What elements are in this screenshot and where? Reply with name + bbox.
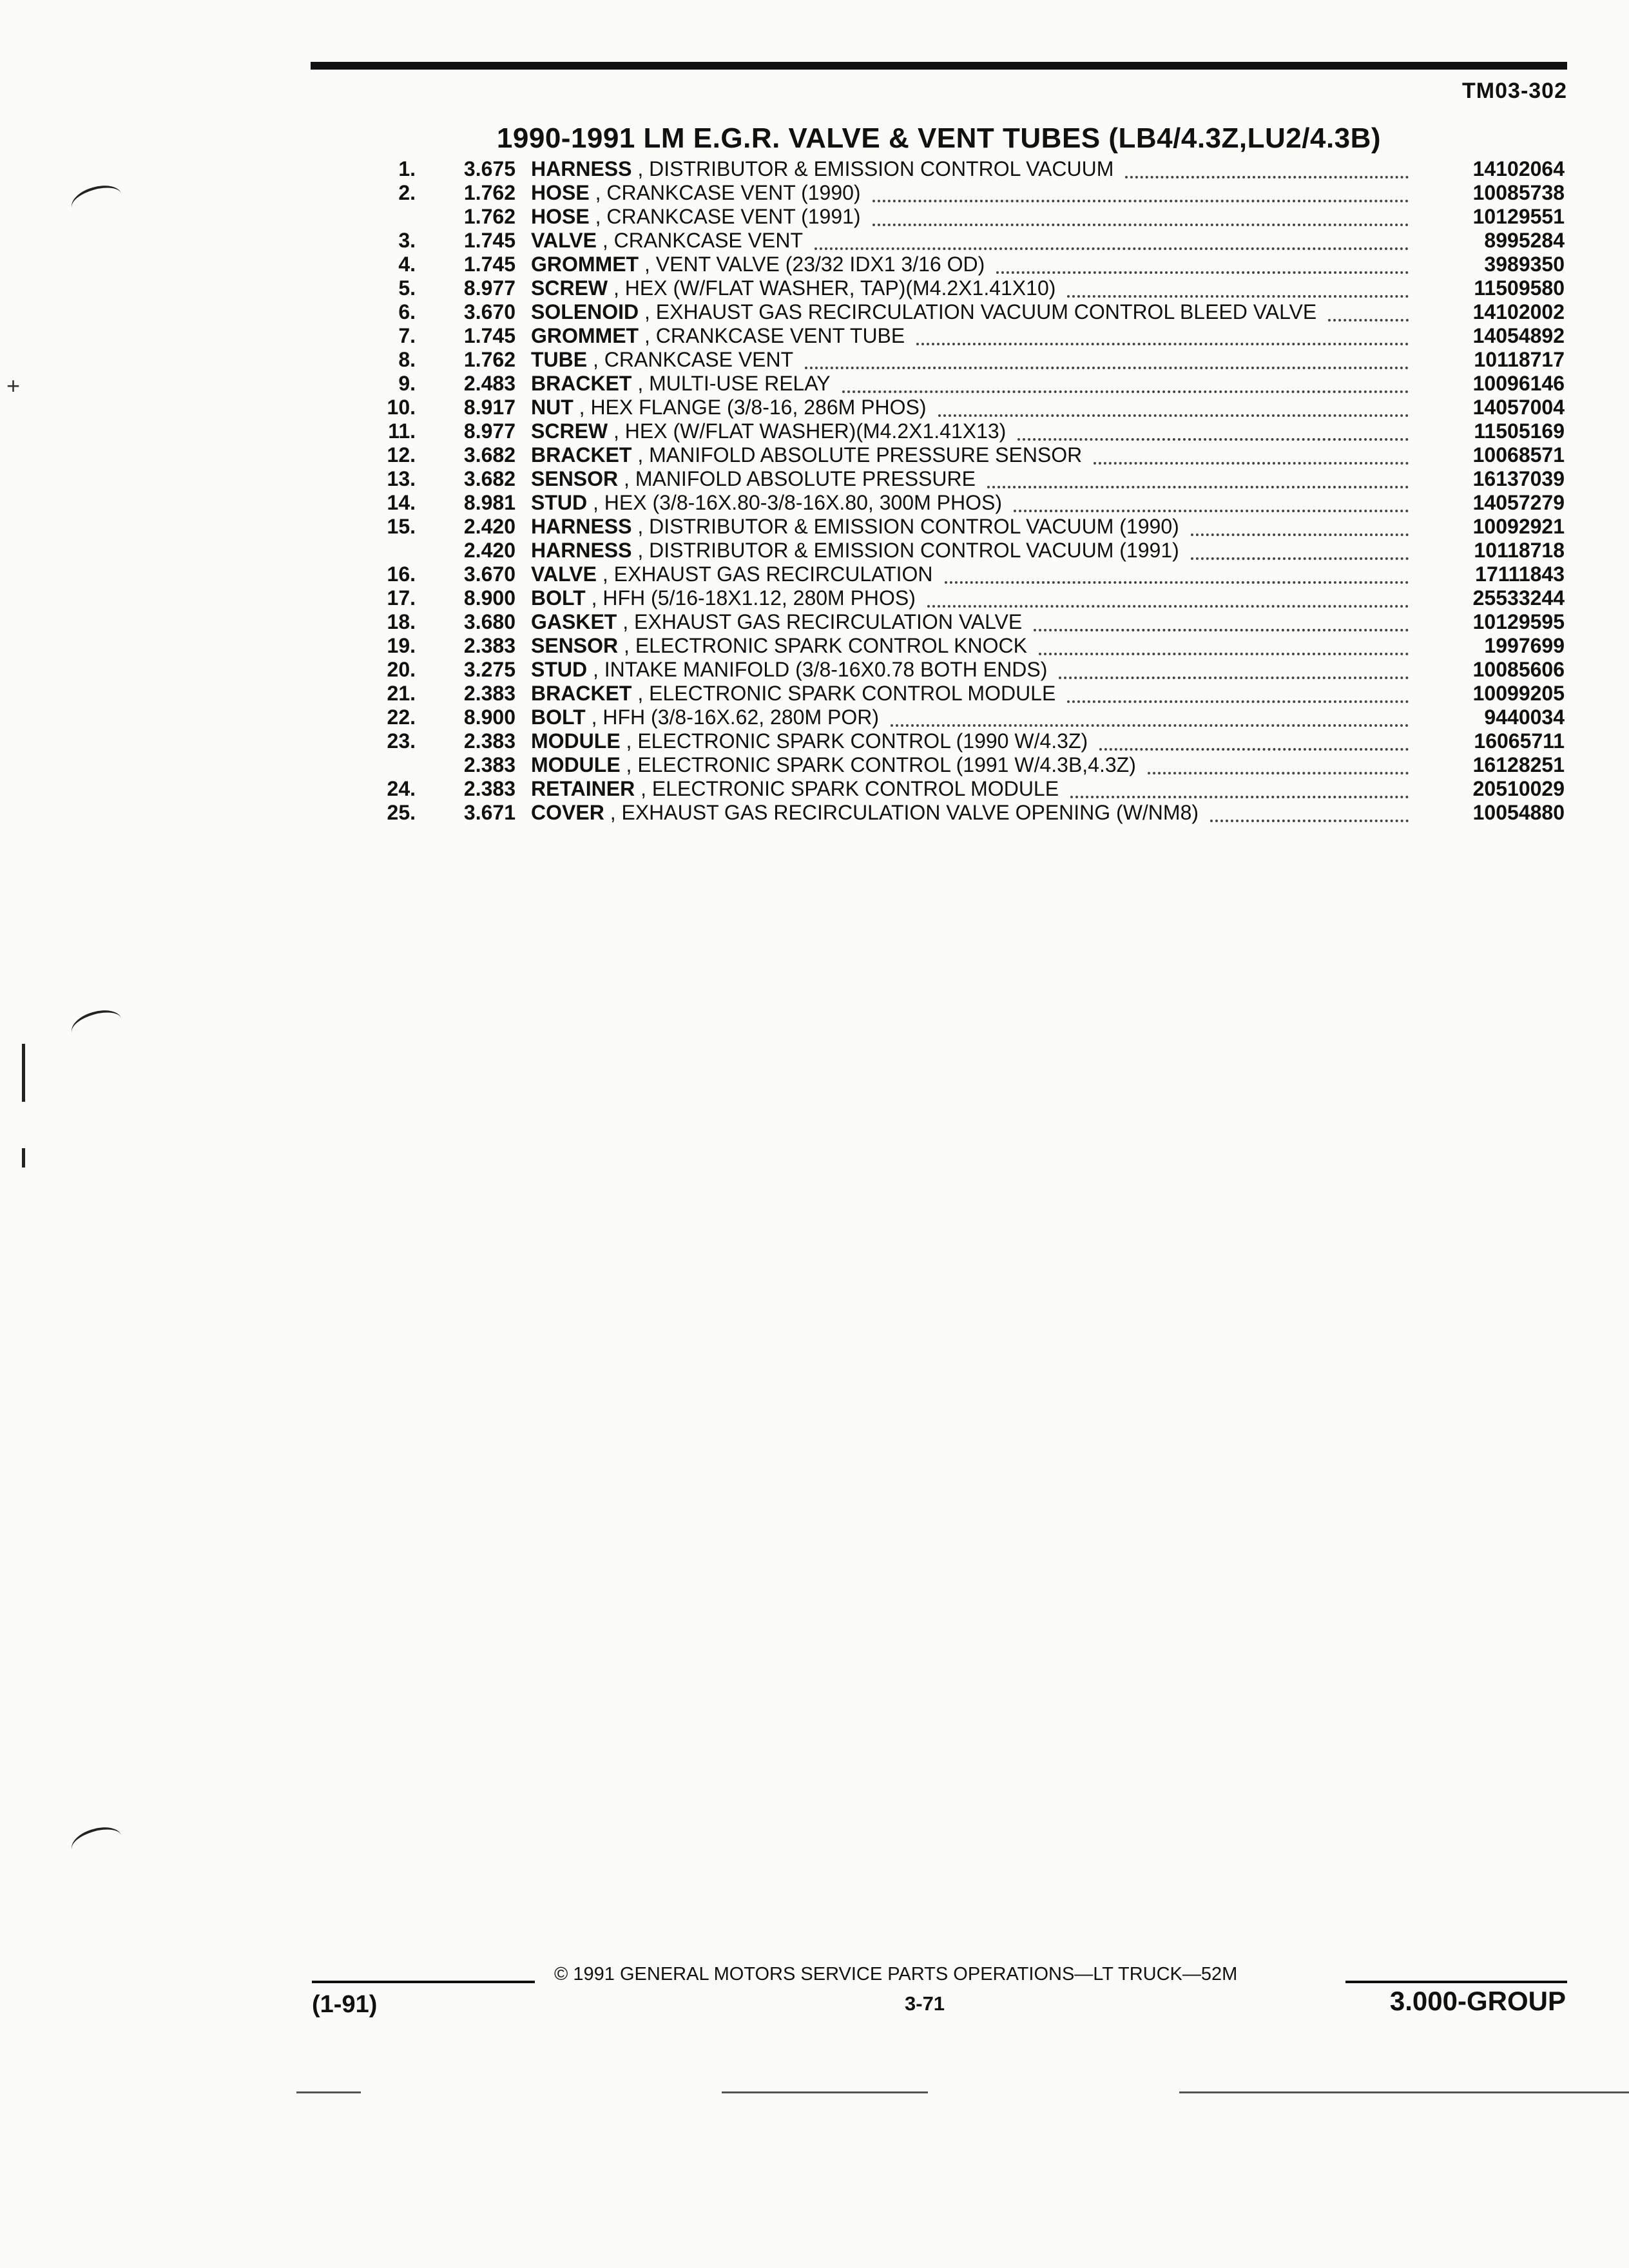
- parts-row: [361, 777, 1565, 801]
- part-detail: CRANKCASE VENT: [613, 229, 803, 252]
- part-description: HARNESS , DISTRIBUTOR & EMISSION CONTROL VACUUM (1990): [531, 515, 1418, 539]
- part-number: 10085738: [1472, 181, 1565, 204]
- margin-mark: [68, 1005, 125, 1046]
- dot-leader: [891, 720, 1409, 727]
- part-number: 10096146: [1472, 372, 1565, 395]
- part-name: SENSOR: [531, 634, 619, 657]
- parts-row: [361, 682, 1565, 706]
- item-number: 25.: [387, 801, 416, 824]
- part-description: SCREW , HEX (W/FLAT WASHER, TAP)(M4.2X1.41X10): [531, 276, 1418, 300]
- dot-leader: [842, 387, 1409, 393]
- item-number: 16.: [387, 562, 416, 586]
- dot-leader: [1148, 768, 1409, 774]
- part-number: 10054880: [1472, 801, 1565, 824]
- group-number: 2.383: [463, 729, 516, 753]
- part-detail: VENT VALVE (23/32 IDX1 3/16 OD): [655, 253, 985, 276]
- item-number: 1.: [398, 157, 416, 180]
- part-detail: ELECTRONIC SPARK CONTROL MODULE: [651, 777, 1059, 800]
- part-description: NUT , HEX FLANGE (3/8-16, 286M PHOS): [531, 396, 1418, 419]
- parts-row: [361, 658, 1565, 682]
- item-number: 23.: [387, 729, 416, 753]
- part-number: 16128251: [1472, 753, 1565, 776]
- part-detail: INTAKE MANIFOLD (3/8-16X0.78 BOTH ENDS): [604, 658, 1048, 681]
- parts-row: [361, 610, 1565, 634]
- part-detail: ELECTRONIC SPARK CONTROL (1991 W/4.3B,4.3Z): [637, 753, 1136, 776]
- part-name: VALVE: [531, 562, 597, 586]
- dot-leader: [1125, 172, 1409, 178]
- part-number: 10068571: [1472, 443, 1565, 466]
- part-description: RETAINER , ELECTRONIC SPARK CONTROL MODULE: [531, 777, 1418, 801]
- item-number: 4.: [398, 253, 416, 276]
- part-name: HARNESS: [531, 157, 632, 180]
- parts-row: [361, 181, 1565, 205]
- part-name: HARNESS: [531, 539, 632, 562]
- part-number: 10085606: [1472, 658, 1565, 681]
- dot-leader: [927, 601, 1409, 608]
- part-name: VALVE: [531, 229, 597, 252]
- part-name: BRACKET: [531, 443, 632, 466]
- item-number: 24.: [387, 777, 416, 800]
- part-name: SOLENOID: [531, 300, 639, 323]
- part-number: 8995284: [1484, 229, 1565, 252]
- item-number: 20.: [387, 658, 416, 681]
- footer-rule-right: [1345, 1981, 1567, 1983]
- parts-row: [361, 396, 1565, 419]
- item-number: 14.: [387, 491, 416, 514]
- group-number: 1.745: [463, 253, 516, 276]
- bottom-rule: [722, 2091, 928, 2093]
- margin-bar: [22, 1148, 25, 1168]
- group-number: 3.670: [463, 562, 516, 586]
- part-description: STUD , HEX (3/8-16X.80-3/8-16X.80, 300M PHOS): [531, 491, 1418, 515]
- dot-leader: [1059, 673, 1409, 679]
- part-description: GROMMET , CRANKCASE VENT TUBE: [531, 324, 1418, 348]
- dot-leader: [1014, 506, 1409, 512]
- item-number: 7.: [398, 324, 416, 347]
- part-number: 16065711: [1474, 729, 1565, 753]
- group-number: 2.383: [463, 682, 516, 705]
- part-description: HARNESS , DISTRIBUTOR & EMISSION CONTROL VACUUM (1991): [531, 539, 1418, 562]
- part-name: STUD: [531, 658, 588, 681]
- item-number: 8.: [398, 348, 416, 371]
- margin-mark: [68, 1822, 125, 1863]
- part-name: BRACKET: [531, 682, 632, 705]
- part-name: GASKET: [531, 610, 617, 633]
- footer-rule-left: [312, 1981, 535, 1983]
- parts-row: [361, 729, 1565, 753]
- dot-leader: [1099, 744, 1409, 751]
- footer-date: (1-91): [312, 1991, 378, 2018]
- bottom-rule: [296, 2091, 361, 2093]
- parts-row: [361, 276, 1565, 300]
- dot-leader: [872, 196, 1409, 202]
- part-name: SCREW: [531, 276, 608, 300]
- part-description: HARNESS , DISTRIBUTOR & EMISSION CONTROL VACUUM: [531, 157, 1418, 181]
- part-description: SENSOR , ELECTRONIC SPARK CONTROL KNOCK: [531, 634, 1418, 658]
- part-number: 11509580: [1474, 276, 1565, 300]
- part-detail: HEX FLANGE (3/8-16, 286M PHOS): [590, 396, 927, 419]
- parts-row: [361, 419, 1565, 443]
- item-number: 5.: [398, 276, 416, 300]
- part-detail: CRANKCASE VENT TUBE: [655, 324, 905, 347]
- margin-mark: [68, 180, 125, 222]
- part-detail: HEX (3/8-16X.80-3/8-16X.80, 300M PHOS): [604, 491, 1002, 514]
- part-description: HOSE , CRANKCASE VENT (1990): [531, 181, 1418, 205]
- part-detail: EXHAUST GAS RECIRCULATION VALVE: [634, 610, 1023, 633]
- group-number: 2.383: [463, 634, 516, 657]
- margin-bar: [22, 1044, 25, 1102]
- part-name: TUBE: [531, 348, 588, 371]
- part-name: HARNESS: [531, 515, 632, 538]
- parts-row: [361, 324, 1565, 348]
- parts-row: [361, 562, 1565, 586]
- item-number: 10.: [387, 396, 416, 419]
- group-number: 8.917: [463, 396, 516, 419]
- part-name: NUT: [531, 396, 574, 419]
- part-number: 3989350: [1484, 253, 1565, 276]
- part-detail: HEX (W/FLAT WASHER, TAP)(M4.2X1.41X10): [624, 276, 1056, 300]
- group-number: 8.900: [463, 586, 516, 610]
- item-number: 6.: [398, 300, 416, 323]
- part-name: RETAINER: [531, 777, 635, 800]
- part-detail: DISTRIBUTOR & EMISSION CONTROL VACUUM (1991): [649, 539, 1179, 562]
- part-name: GROMMET: [531, 253, 639, 276]
- part-number: 14102064: [1472, 157, 1565, 180]
- group-number: 3.670: [463, 300, 516, 323]
- part-description: BOLT , HFH (5/16-18X1.12, 280M PHOS): [531, 586, 1418, 610]
- dot-leader: [1017, 434, 1409, 441]
- part-description: BOLT , HFH (3/8-16X.62, 280M POR): [531, 706, 1418, 729]
- part-detail: DISTRIBUTOR & EMISSION CONTROL VACUUM (1990): [649, 515, 1179, 538]
- footer-copyright: © 1991 GENERAL MOTORS SERVICE PARTS OPERATIONS—LT TRUCK—52M: [554, 1964, 1238, 1984]
- parts-row: [361, 586, 1565, 610]
- parts-row: [361, 229, 1565, 253]
- dot-leader: [1191, 530, 1409, 536]
- part-description: MODULE , ELECTRONIC SPARK CONTROL (1990 W/4.3Z): [531, 729, 1418, 753]
- item-number: 11.: [388, 419, 416, 443]
- dot-leader: [872, 220, 1409, 226]
- part-description: HOSE , CRANKCASE VENT (1991): [531, 205, 1418, 229]
- parts-row: [361, 205, 1565, 229]
- item-number: 15.: [387, 515, 416, 538]
- dot-leader: [1328, 315, 1409, 322]
- part-description: GASKET , EXHAUST GAS RECIRCULATION VALVE: [531, 610, 1418, 634]
- parts-row: [361, 634, 1565, 658]
- part-number: 10129551: [1472, 205, 1565, 228]
- part-detail: MANIFOLD ABSOLUTE PRESSURE: [635, 467, 976, 490]
- part-detail: EXHAUST GAS RECIRCULATION: [613, 562, 933, 586]
- group-number: 2.420: [463, 515, 516, 538]
- item-number: 21.: [387, 682, 416, 705]
- item-number: 9.: [398, 372, 416, 395]
- part-detail: MANIFOLD ABSOLUTE PRESSURE SENSOR: [649, 443, 1083, 466]
- part-description: BRACKET , MULTI-USE RELAY: [531, 372, 1418, 396]
- part-detail: CRANKCASE VENT: [604, 348, 794, 371]
- parts-row: [361, 467, 1565, 491]
- part-description: VALVE , CRANKCASE VENT: [531, 229, 1418, 253]
- item-number: 22.: [387, 706, 416, 729]
- parts-row: [361, 491, 1565, 515]
- group-number: 2.383: [463, 777, 516, 800]
- part-description: SENSOR , MANIFOLD ABSOLUTE PRESSURE: [531, 467, 1418, 491]
- part-number: 14054892: [1472, 324, 1565, 347]
- dot-leader: [996, 267, 1409, 274]
- part-detail: HFH (3/8-16X.62, 280M POR): [602, 706, 879, 729]
- bottom-rule: [1179, 2091, 1629, 2093]
- group-number: 8.977: [463, 419, 516, 443]
- dot-leader: [987, 482, 1409, 488]
- dot-leader: [1210, 816, 1409, 822]
- part-detail: ELECTRONIC SPARK CONTROL MODULE: [649, 682, 1056, 705]
- dot-leader: [815, 244, 1409, 250]
- group-number: 1.762: [463, 348, 516, 371]
- group-number: 8.981: [463, 491, 516, 514]
- group-number: 3.675: [463, 157, 516, 180]
- part-number: 10129595: [1472, 610, 1565, 633]
- group-number: 2.383: [463, 753, 516, 776]
- part-number: 25533244: [1472, 586, 1565, 610]
- part-name: MODULE: [531, 753, 621, 776]
- parts-row: [361, 443, 1565, 467]
- part-name: BOLT: [531, 706, 586, 729]
- item-number: 3.: [398, 229, 416, 252]
- group-number: 1.745: [463, 324, 516, 347]
- document-code: TM03-302: [1462, 79, 1567, 103]
- part-detail: EXHAUST GAS RECIRCULATION VACUUM CONTROL BLEED VALVE: [655, 300, 1317, 323]
- part-name: HOSE: [531, 181, 590, 204]
- group-number: 3.682: [463, 443, 516, 466]
- item-number: 17.: [387, 586, 416, 610]
- group-number: 2.483: [463, 372, 516, 395]
- dot-leader: [805, 363, 1409, 369]
- part-description: MODULE , ELECTRONIC SPARK CONTROL (1991 W/4.3B,4.3Z): [531, 753, 1418, 777]
- parts-row: [361, 801, 1565, 825]
- dot-leader: [945, 577, 1409, 584]
- part-description: TUBE , CRANKCASE VENT: [531, 348, 1418, 372]
- top-rule: [311, 62, 1567, 70]
- part-detail: CRANKCASE VENT (1991): [606, 205, 861, 228]
- part-detail: DISTRIBUTOR & EMISSION CONTROL VACUUM: [649, 157, 1114, 180]
- group-number: 1.762: [463, 205, 516, 228]
- dot-leader: [1067, 291, 1409, 298]
- part-detail: ELECTRONIC SPARK CONTROL (1990 W/4.3Z): [637, 729, 1088, 753]
- dot-leader: [1094, 458, 1409, 465]
- parts-row: [361, 348, 1565, 372]
- item-number: 12.: [387, 443, 416, 466]
- part-number: 16137039: [1472, 467, 1565, 490]
- parts-row: [361, 157, 1565, 181]
- item-number: 13.: [387, 467, 416, 490]
- page-number: 3-71: [905, 1992, 945, 2015]
- margin-cross-mark: +: [6, 372, 21, 399]
- part-description: SCREW , HEX (W/FLAT WASHER)(M4.2X1.41X13): [531, 419, 1418, 443]
- dot-leader: [1070, 792, 1409, 798]
- part-description: VALVE , EXHAUST GAS RECIRCULATION: [531, 562, 1418, 586]
- part-number: 1997699: [1484, 634, 1565, 657]
- group-number: 8.900: [463, 706, 516, 729]
- group-number: 8.977: [463, 276, 516, 300]
- part-name: BOLT: [531, 586, 586, 610]
- part-number: 17111843: [1475, 562, 1565, 586]
- item-number: 2.: [398, 181, 416, 204]
- parts-row: [361, 300, 1565, 324]
- part-number: 14057004: [1472, 396, 1565, 419]
- part-detail: HFH (5/16-18X1.12, 280M PHOS): [602, 586, 916, 610]
- group-number: 1.762: [463, 181, 516, 204]
- part-description: SOLENOID , EXHAUST GAS RECIRCULATION VACUUM CONTROL BLEED VALVE: [531, 300, 1418, 324]
- dot-leader: [916, 339, 1409, 345]
- part-detail: ELECTRONIC SPARK CONTROL KNOCK: [635, 634, 1027, 657]
- part-number: 9440034: [1484, 706, 1565, 729]
- part-description: BRACKET , ELECTRONIC SPARK CONTROL MODULE: [531, 682, 1418, 706]
- part-name: GROMMET: [531, 324, 639, 347]
- part-detail: MULTI-USE RELAY: [649, 372, 831, 395]
- dot-leader: [938, 410, 1409, 417]
- part-number: 10092921: [1472, 515, 1565, 538]
- part-detail: CRANKCASE VENT (1990): [606, 181, 861, 204]
- part-detail: HEX (W/FLAT WASHER)(M4.2X1.41X13): [624, 419, 1007, 443]
- part-description: GROMMET , VENT VALVE (23/32 IDX1 3/16 OD): [531, 253, 1418, 276]
- part-detail: EXHAUST GAS RECIRCULATION VALVE OPENING (W/NM8): [621, 801, 1199, 824]
- group-number: 3.680: [463, 610, 516, 633]
- parts-row: [361, 706, 1565, 729]
- group-number: 2.420: [463, 539, 516, 562]
- parts-row: [361, 539, 1565, 562]
- parts-row: [361, 515, 1565, 539]
- group-number: 3.682: [463, 467, 516, 490]
- part-number: 10118717: [1474, 348, 1565, 371]
- parts-row: [361, 753, 1565, 777]
- part-number: 11505169: [1474, 419, 1565, 443]
- part-name: SENSOR: [531, 467, 619, 490]
- dot-leader: [1039, 649, 1409, 655]
- part-name: BRACKET: [531, 372, 632, 395]
- part-description: COVER , EXHAUST GAS RECIRCULATION VALVE OPENING (W/NM8): [531, 801, 1418, 825]
- part-number: 14057279: [1472, 491, 1565, 514]
- dot-leader: [1191, 553, 1409, 560]
- parts-row: [361, 372, 1565, 396]
- group-number: 3.671: [463, 801, 516, 824]
- part-name: COVER: [531, 801, 604, 824]
- group-number: 3.275: [463, 658, 516, 681]
- dot-leader: [1067, 697, 1409, 703]
- item-number: 19.: [387, 634, 416, 657]
- dot-leader: [1034, 625, 1409, 631]
- part-description: BRACKET , MANIFOLD ABSOLUTE PRESSURE SENSOR: [531, 443, 1418, 467]
- part-name: STUD: [531, 491, 588, 514]
- part-number: 14102002: [1472, 300, 1565, 323]
- footer-group: 3.000-GROUP: [1389, 1986, 1566, 2016]
- part-description: STUD , INTAKE MANIFOLD (3/8-16X0.78 BOTH ENDS): [531, 658, 1418, 682]
- page-title: 1990-1991 LM E.G.R. VALVE & VENT TUBES (LB4/4.3Z,LU2/4.3B): [496, 122, 1382, 154]
- group-number: 1.745: [463, 229, 516, 252]
- parts-row: [361, 253, 1565, 276]
- part-number: 10118718: [1474, 539, 1565, 562]
- part-name: HOSE: [531, 205, 590, 228]
- part-name: SCREW: [531, 419, 608, 443]
- part-name: MODULE: [531, 729, 621, 753]
- item-number: 18.: [387, 610, 416, 633]
- part-number: 10099205: [1472, 682, 1565, 705]
- parts-list: [361, 157, 1565, 825]
- part-number: 20510029: [1472, 777, 1565, 800]
